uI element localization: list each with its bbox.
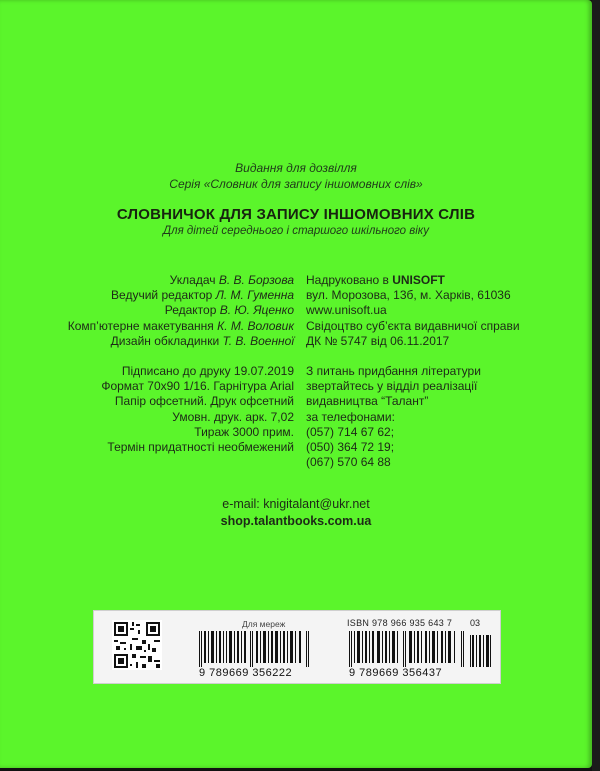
- printer-line: Надруковано в UNISOFT: [306, 273, 445, 287]
- inquiry-line: звертайтесь у відділ реалізації: [306, 379, 478, 394]
- qr-code-icon: [112, 620, 162, 670]
- addon-barcode-icon: [470, 631, 492, 667]
- credit-line: Редактор В. Ю. Яценко: [164, 303, 294, 318]
- contacts-block: [0, 497, 592, 528]
- credit-line: Дизайн обкладинки Т. В. Военної: [110, 333, 294, 348]
- certificate-line: Свідоцтво суб’єкта видавничої справи: [306, 318, 520, 333]
- addon-number: 03: [470, 618, 481, 628]
- phone-line: (067) 570 64 88: [306, 455, 391, 470]
- network-note: Для мереж: [242, 619, 286, 629]
- imprint-right: [306, 273, 520, 470]
- book-edge: [592, 0, 600, 771]
- phone-line: (057) 714 67 62;: [306, 424, 395, 439]
- spec-line: Тираж 3000 прим.: [194, 424, 294, 439]
- barcode-number: 9 789669 356437: [349, 667, 443, 679]
- header-block: [0, 160, 592, 237]
- credit-line: Комп’ютерне макетування К. М. Воловик: [67, 318, 294, 333]
- barcode-number: 9 789669 356222: [199, 667, 293, 679]
- inquiry-line: видавництва “Талант”: [306, 394, 429, 409]
- spec-line: Формат 70х90 1/16. Гарнітура Arial: [101, 379, 294, 394]
- barcode-panel: [93, 610, 501, 684]
- email-text: e-mail: knigitalant@ukr.net: [222, 497, 370, 511]
- isbn-text: ISBN 978 966 935 643 7: [347, 618, 453, 628]
- inquiry-line: З питань придбання літератури: [306, 364, 481, 379]
- printer-site: www.unisoft.ua: [306, 303, 387, 318]
- spec-line: Підписано до друку 19.07.2019: [121, 364, 294, 379]
- edition-line: Видання для дозвілля: [235, 161, 357, 175]
- imprint-left: [68, 273, 294, 455]
- book-title: СЛОВНИЧОК ДЛЯ ЗАПИСУ ІНШОМОВНИХ СЛІВ: [116, 206, 476, 223]
- spec-line: Умовн. друк. арк. 7,02: [172, 409, 294, 424]
- book-subtitle: Для дітей середнього і старшого шкільного віку: [163, 225, 429, 237]
- spec-line: Термін придатності необмежений: [107, 440, 294, 455]
- shop-url: shop.talantbooks.com.ua: [220, 514, 372, 528]
- spec-line: Папір офсетний. Друк офсетний: [114, 394, 294, 409]
- certificate-line: ДК № 5747 від 06.11.2017: [306, 333, 450, 348]
- credit-line: Укладач В. В. Борзова: [169, 273, 294, 287]
- series-line: Серія «Словник для запису іншомовних слів»: [169, 177, 423, 191]
- barcode-icon: [199, 631, 311, 667]
- printer-address: вул. Морозова, 13б, м. Харків, 61036: [306, 288, 511, 303]
- phone-line: (050) 364 72 19;: [306, 440, 395, 455]
- inquiry-line: за телефонами:: [306, 409, 395, 424]
- barcode-icon: [349, 631, 467, 667]
- credit-line: Ведучий редактор Л. М. Гуменна: [111, 288, 294, 303]
